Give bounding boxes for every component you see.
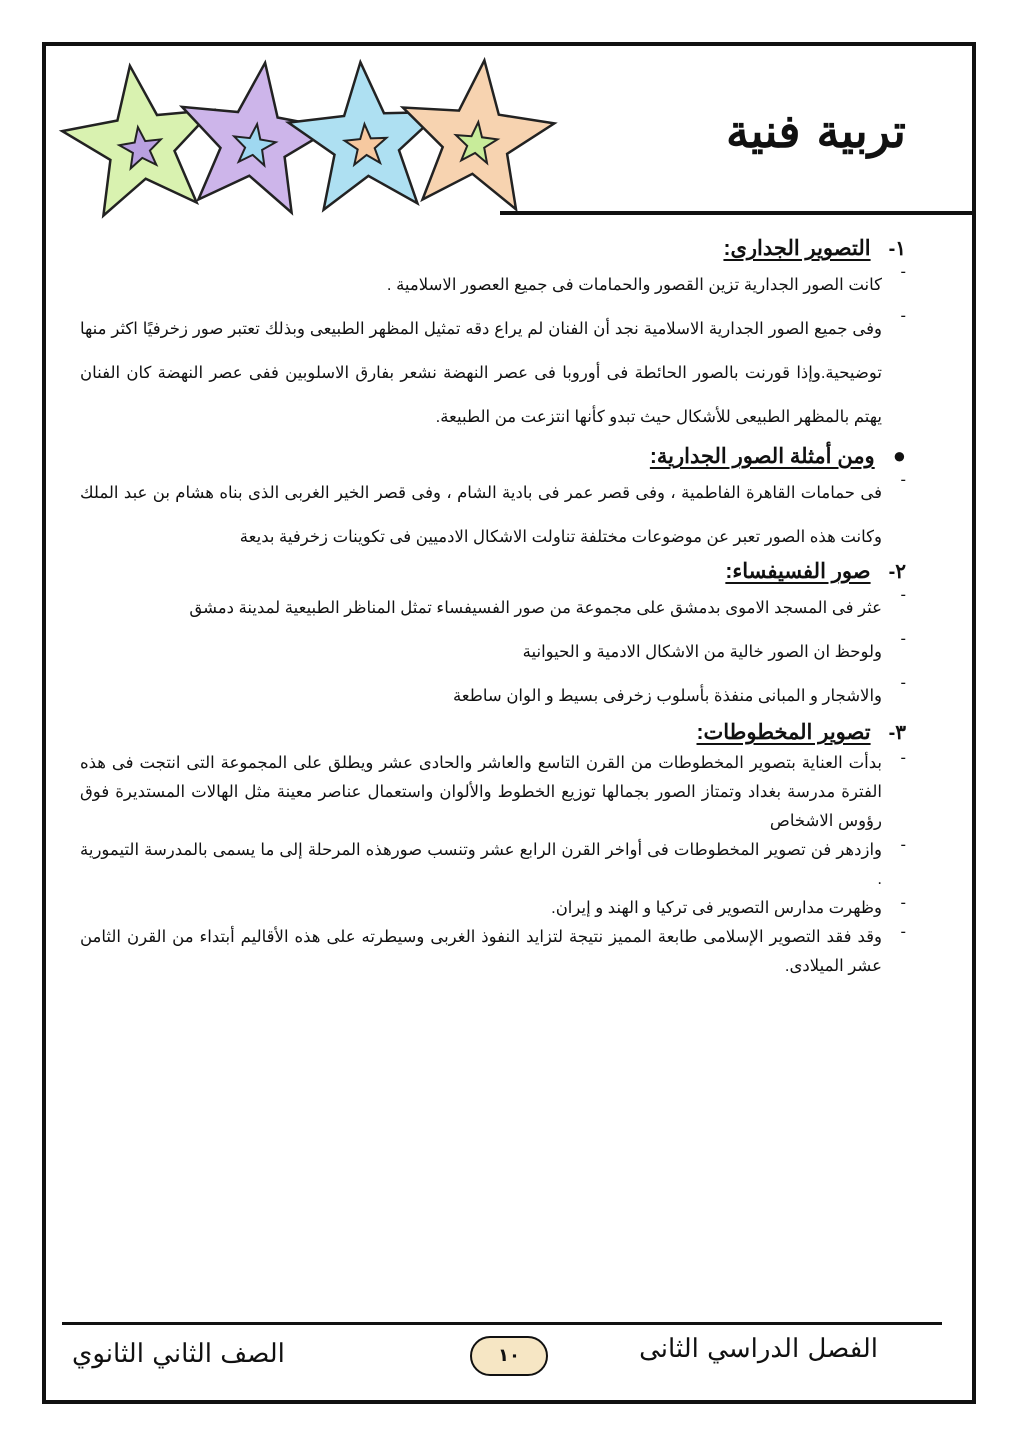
section-number: ٣-: [888, 722, 906, 744]
section-heading-mosaics: [80, 559, 906, 584]
section-number: ١-: [888, 238, 906, 260]
list-item-text: والاشجار و المبانى منفذة بأسلوب زخرفى بسيط و الوان ساطعة: [452, 687, 882, 705]
section-number: ٢-: [888, 561, 906, 583]
list-item: [80, 749, 906, 836]
footer-term: الفصل الدراسي الثانى: [639, 1334, 878, 1364]
list-item: [80, 471, 906, 559]
section-title: تصوير المخطوطات:: [696, 721, 871, 744]
list-dash: -: [900, 586, 906, 604]
bullet-icon: ●: [892, 443, 906, 468]
list-item-text: وظهرت مدارس التصوير فى تركيا و الهند و إيران.: [551, 899, 882, 917]
list-dash: -: [900, 894, 906, 912]
page-number-badge: ١٠: [470, 1336, 548, 1376]
list-item-text: ولوحظ ان الصور خالية من الاشكال الادمية و الحيوانية: [522, 643, 882, 661]
list-item-text: عثر فى المسجد الاموى بدمشق على مجموعة من صور الفسيفساء تمثل المناظر الطبيعية لمدينة دمشق: [189, 599, 882, 617]
list-item: [80, 894, 906, 923]
list-item-text: وفى جميع الصور الجدارية الاسلامية نجد أن الفنان لم يراع دقه تمثيل المظهر الطبيعى وبذلك تعتبر صور زخرفيًا اكثر منها توضيحية.وإذا قورنت بالصور الحائطة فى أوروبا فى عصر النهضة نشعر بفارق الاسلوبين ففى عصر النهضة كان الفنان يهتم بالمظهر الطبيعى للأشكال حيث تبدو كأنها انتزعت من الطبيعة.: [80, 320, 882, 426]
list-dash: -: [900, 923, 906, 941]
list-item: [80, 836, 906, 894]
list-item: [80, 307, 906, 439]
section-title: ومن أمثلة الصور الجدارية:: [649, 445, 875, 468]
list-item: [80, 630, 906, 674]
decorative-stars: [46, 50, 586, 225]
list-item: [80, 674, 906, 718]
list-dash: -: [900, 471, 906, 489]
page-title: تربية فنية: [726, 104, 906, 158]
list-item-text: فى حمامات القاهرة الفاطمية ، وفى قصر عمر فى بادية الشام ، وفى قصر الخير الغربى الذى بناه هشام بن عبد الملك وكانت هذه الصور تعبر عن موضوعات مختلفة تناولت الاشكال الادميين فى تكوينات زخرفية بديعة: [80, 484, 882, 546]
section-heading-examples: [80, 443, 906, 469]
list-item: [80, 263, 906, 307]
list-item: [80, 923, 906, 981]
list-item: [80, 586, 906, 630]
section-heading-murals: [80, 236, 906, 261]
list-dash: -: [900, 674, 906, 692]
list-dash: -: [900, 630, 906, 648]
main-content: [80, 236, 906, 981]
list-item-text: وازدهر فن تصوير المخطوطات فى أواخر القرن الرابع عشر وتنسب صورهذه المرحلة إلى ما يسمى بالمدرسة التيمورية .: [80, 841, 882, 888]
section-title: صور الفسيفساء:: [725, 560, 871, 583]
list-item-text: كانت الصور الجدارية تزين القصور والحمامات فى جميع العصور الاسلامية .: [386, 276, 882, 294]
list-item-text: بدأت العناية بتصوير المخطوطات من القرن التاسع والعاشر والحادى عشر ويطلق على المجموعة التى انتجت فى هذه الفترة مدرسة بغداد وتمتاز الصور بجمالها توزيع الخطوط والألوان واستعمال عناصر معينة مثل الهالات المستديرة فوق رؤوس الاشخاص: [80, 754, 882, 830]
footer-grade: الصف الثاني الثانوي: [72, 1339, 285, 1369]
list-dash: -: [900, 749, 906, 767]
list-dash: -: [900, 307, 906, 325]
section-title: التصوير الجدارى:: [723, 237, 871, 260]
section-heading-manuscripts: [80, 720, 906, 745]
footer-divider: [62, 1322, 942, 1325]
header-divider: [500, 211, 976, 215]
list-dash: -: [900, 836, 906, 854]
list-item-text: وقد فقد التصوير الإسلامى طابعة المميز نتيجة لتزايد النفوذ الغربى وسيطرته على هذه الأقاليم أبتداء من القرن الثامن عشر الميلادى.: [80, 928, 882, 975]
list-dash: -: [900, 263, 906, 281]
